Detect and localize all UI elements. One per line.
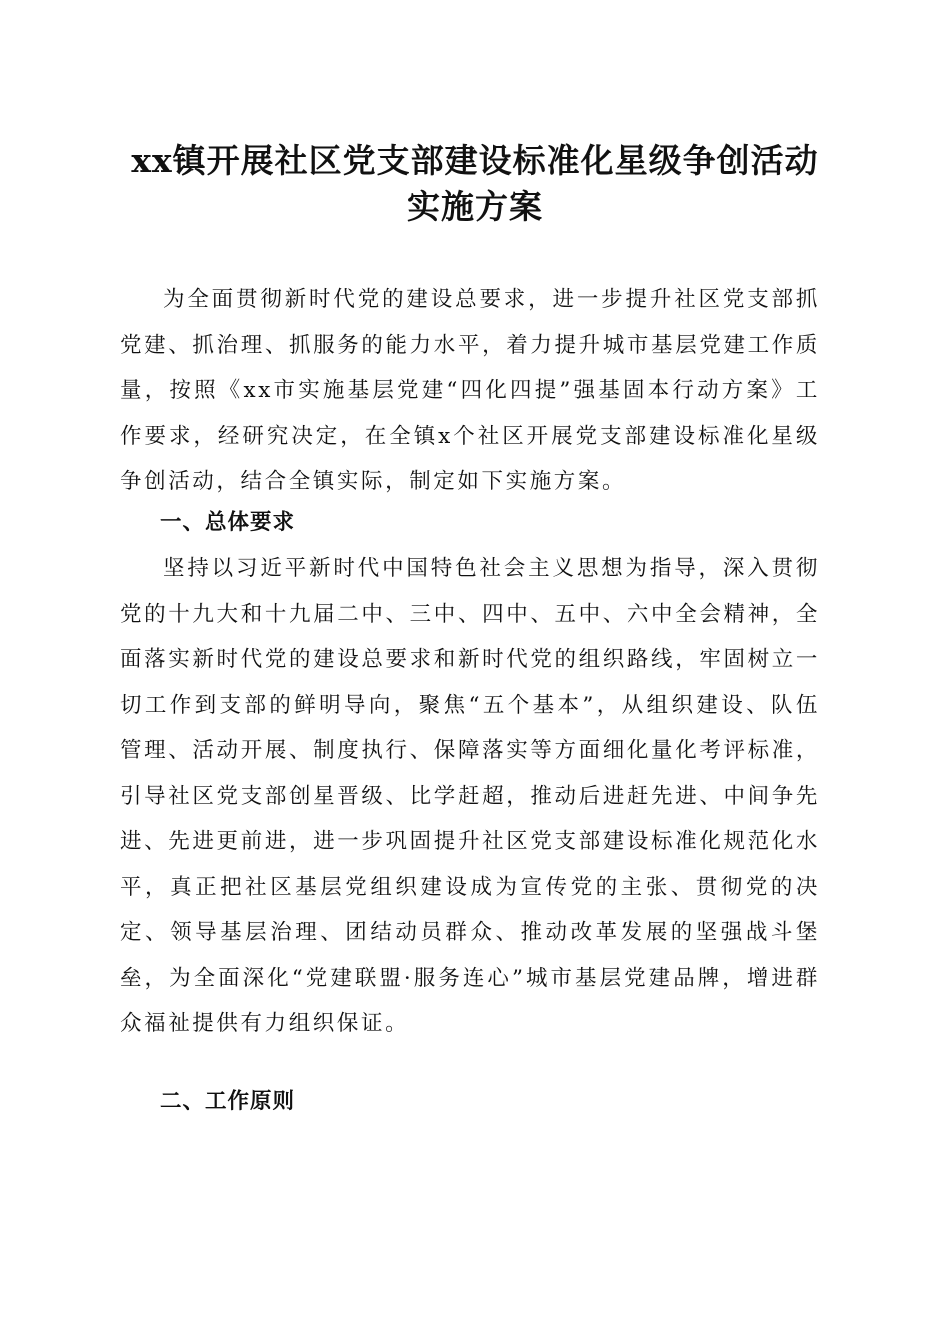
section-heading-overall-requirements: 一、总体要求	[160, 510, 296, 535]
intro-paragraph: 为全面贯彻新时代党的建设总要求，进一步提升社区党支部抓党建、抓治理、抓服务的能力水平，着力提升城市基层党建工作质量，按照《xx市实施基层党建“四化四提”强基固本行动方案》工作要求，经研究决定，在全镇x个社区开展党支部建设标准化星级争创活动，结合全镇实际，制定如下实施方案。	[120, 287, 820, 494]
overall-requirements-paragraph: 坚持以习近平新时代中国特色社会主义思想为指导，深入贯彻党的十九大和十九届二中、三中、四中、五中、六中全会精神，全面落实新时代党的建设总要求和新时代党的组织路线，牢固树立一切工作到支部的鲜明导向，聚焦“五个基本”，从组织建设、队伍管理、活动开展、制度执行、保障落实等方面细化量化考评标准，引导社区党支部创星晋级、比学赶超，推动后进赶先进、中间争先进、先进更前进，进一步巩固提升社区党支部建设标准化规范化水平，真正把社区基层党组织建设成为宣传党的主张、贯彻党的决定、领导基层治理、团结动员群众、推动改革发展的坚强战斗堡垒，为全面深化“党建联盟·服务连心”城市基层党建品牌，增进群众福祉提供有力组织保证。	[120, 556, 820, 1036]
document-title: xx镇开展社区党支部建设标准化星级争创活动实施方案	[131, 141, 819, 226]
section-heading-work-principles: 二、工作原则	[160, 1089, 296, 1114]
